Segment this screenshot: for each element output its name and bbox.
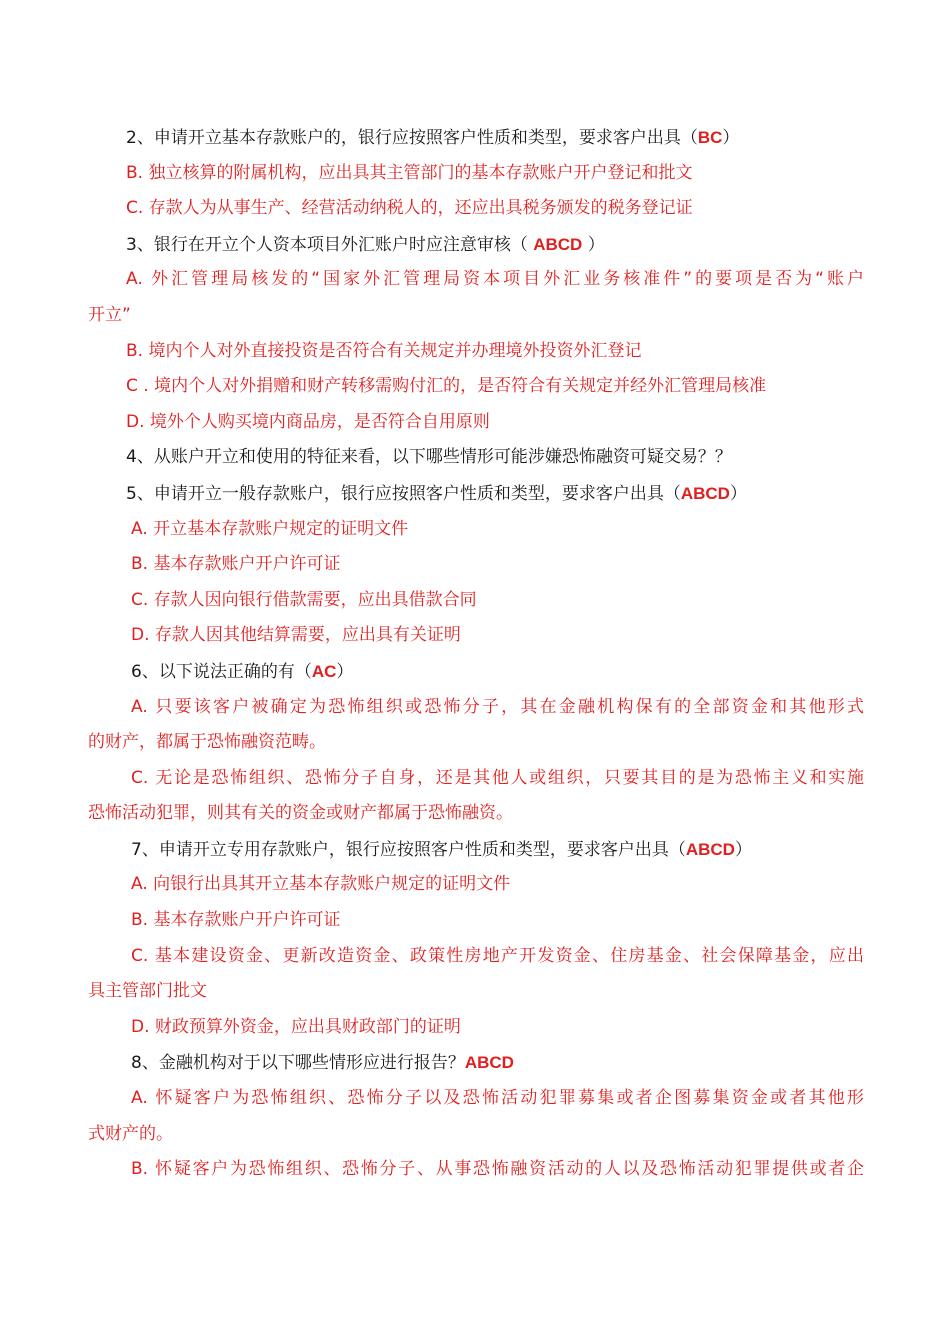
- q5-option-d: D. 存款人因其他结算需要，应出具有关证明: [131, 625, 461, 646]
- answer-key: AC: [311, 661, 337, 681]
- q3-option-c: C . 境内个人对外捐赠和财产转移需购付汇的，是否符合有关规定并经外汇管理局核准: [126, 376, 767, 397]
- question-close: ）: [582, 234, 605, 255]
- q2-option-c: C. 存款人为从事生产、经营活动纳税人的，还应出具税务颁发的税务登记证: [126, 198, 693, 219]
- question-6: [88, 654, 864, 690]
- q2-option-b: B. 独立核算的附属机构，应出具其主管部门的基本存款账户开户登记和批文: [126, 162, 693, 183]
- question-5: [88, 476, 864, 512]
- q7-option-b: B. 基本存款账户开户许可证: [131, 910, 341, 931]
- question-text: 5、申请开立一般存款账户，银行应按照客户性质和类型，要求客户出具（: [126, 483, 681, 504]
- question-7: [88, 832, 864, 868]
- question-4: 4、从账户开立和使用的特征来看，以下哪些情形可能涉嫌恐怖融资可疑交易？？: [126, 447, 732, 468]
- question-3: [88, 227, 864, 263]
- question-2: [88, 120, 864, 156]
- answer-key: ABCD: [680, 483, 730, 503]
- document-body: [88, 120, 864, 1188]
- question-close: ）: [722, 128, 740, 148]
- q3-option-a-line1: A. 外汇管理局核发的“国家外汇管理局资本项目外汇业务核准件”的要项是否为“账户: [126, 269, 864, 290]
- q7-option-c-line2: 具主管部门批文: [88, 981, 207, 1002]
- question-text: 6、以下说法正确的有（: [131, 661, 312, 682]
- q5-option-a: A. 开立基本存款账户规定的证明文件: [131, 518, 409, 539]
- question-text: 8、金融机构对于以下哪些情形应进行报告？: [131, 1053, 465, 1074]
- q3-option-a-line2: 开立”: [88, 304, 131, 325]
- q7-option-c-line1: C. 基本建设资金、更新改造资金、政策性房地产开发资金、住房基金、社会保障基金，应出: [131, 945, 864, 966]
- question-close: ）: [336, 661, 354, 682]
- q8-option-a-line1: A. 怀疑客户为恐怖组织、恐怖分子以及恐怖活动犯罪募集或者企图募集资金或者其他形: [131, 1088, 864, 1109]
- answer-key: ABCD: [685, 839, 735, 859]
- question-text: 2、申请开立基本存款账户的，银行应按照客户性质和类型，要求客户出具（: [126, 128, 698, 148]
- q7-option-a: A. 向银行出具其开立基本存款账户规定的证明文件: [131, 874, 511, 895]
- answer-key: BC: [697, 128, 723, 147]
- q5-option-b: B. 基本存款账户开户许可证: [131, 554, 341, 575]
- q6-option-a-line1: A. 只要该客户被确定为恐怖组织或恐怖分子，其在金融机构保有的全部资金和其他形式: [131, 696, 864, 717]
- question-8: [88, 1045, 864, 1081]
- q8-option-a-line2: 式财产的。: [88, 1123, 173, 1144]
- question-close: ）: [729, 483, 747, 504]
- answer-key: ABCD: [464, 1053, 514, 1073]
- q3-option-b: B. 境内个人对外直接投资是否符合有关规定并办理境外投资外汇登记: [126, 340, 642, 361]
- question-text: 3、银行在开立个人资本项目外汇账户时应注意审核（: [126, 234, 534, 255]
- answer-key: ABCD: [533, 234, 583, 254]
- question-text: 7、申请开立专用存款账户，银行应按照客户性质和类型，要求客户出具（: [131, 839, 686, 860]
- q6-option-c-line1: C. 无论是恐怖组织、恐怖分子自身，还是其他人或组织，只要其目的是为恐怖主义和实施: [131, 767, 864, 788]
- q7-option-d: D. 财政预算外资金，应出具财政部门的证明: [131, 1016, 461, 1037]
- q6-option-a-line2: 的财产，都属于恐怖融资范畴。: [88, 732, 326, 753]
- q3-option-d: D. 境外个人购买境内商品房，是否符合自用原则: [126, 411, 490, 432]
- q6-option-c-line2: 恐怖活动犯罪，则其有关的资金或财产都属于恐怖融资。: [88, 803, 513, 824]
- question-close: ）: [734, 839, 752, 860]
- q8-option-b-line1: B. 怀疑客户为恐怖组织、恐怖分子、从事恐怖融资活动的人以及恐怖活动犯罪提供或者企: [131, 1159, 864, 1180]
- q5-option-c: C. 存款人因向银行借款需要，应出具借款合同: [131, 589, 477, 610]
